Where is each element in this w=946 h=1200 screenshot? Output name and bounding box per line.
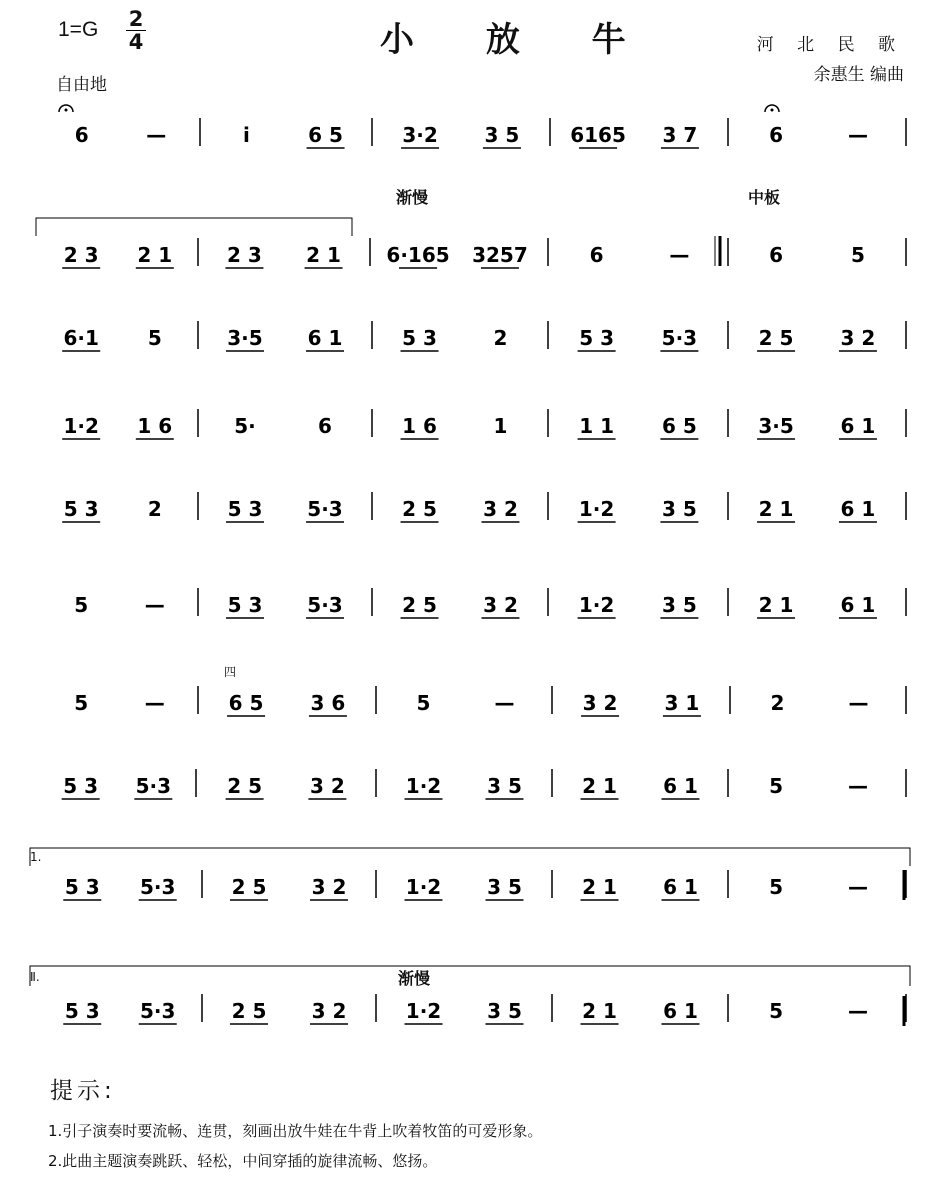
note-group: 3·5 [758,414,794,438]
note-group: — [847,999,868,1023]
note-group: — [144,593,165,617]
note-group: 5·3 [140,875,176,899]
note-group: 6 [769,243,784,267]
note-group: 2 [770,691,785,715]
note-group: 5 3 [227,593,263,617]
note-group: 5·3 [661,326,698,350]
note-group: 5 [74,593,89,617]
note-group: 6 [769,123,784,147]
volta-2-label: Ⅱ. [30,970,40,984]
note-group: 6 1 [840,593,876,617]
note-group: 6 5 [228,691,264,715]
note-group: 1·2 [405,875,442,899]
note-group: 1 1 [579,414,614,438]
note-group: 5 3 [64,875,100,899]
note-group: 5· [234,414,256,438]
meter-denominator: 4 [128,30,144,54]
tempo-marking-intro: 自由地 [56,75,107,95]
tempo-marking-slow-final: 渐慢 [398,969,431,988]
tip-item-2: 2.此曲主题演奏跳跃、轻松，中间穿插的旋律流畅、悠扬。 [48,1152,438,1170]
note-group: 3 5 [487,875,522,899]
note-group: 2 5 [231,999,267,1023]
volta-1-label: 1. [30,850,42,864]
arranger-credit: 余惠生 编曲 [813,65,904,85]
note-group: 2 1 [582,999,617,1023]
note-group: 3 2 [311,875,347,899]
note-group: — [146,123,167,147]
fermata-dot [771,109,774,112]
note-group: 6·1 [63,326,99,350]
note-group: 2 1 [137,243,173,267]
note-group: 3257 [472,243,528,267]
note-group: — [494,691,515,715]
note-group: 2 [493,326,508,350]
note-group: 5 3 [227,497,263,521]
note-group: 5 [74,691,89,715]
volta-2-bracket [30,966,910,986]
note-group: 5 [147,326,162,350]
note-group: 5·3 [135,774,172,798]
note-group: 3 2 [483,593,518,617]
note-group: 2 [147,497,162,521]
note-group: 2 1 [758,593,794,617]
note-group: 5 3 [63,774,99,798]
note-group: 2 1 [582,875,617,899]
note-group: 3 5 [487,999,522,1023]
note-group: 5 [769,774,784,798]
note-group: 2 5 [227,774,262,798]
tempo-marking-moderate: 中板 [748,188,781,207]
fingering-mark: 四 [224,665,237,679]
note-group: 6 [318,414,332,438]
note-group: 1 [493,414,508,438]
note-group: 1 6 [137,414,173,438]
note-group: 2 5 [402,497,437,521]
note-group: 6 1 [663,875,698,899]
note-group: 3 2 [311,999,347,1023]
note-group: 2 5 [758,326,794,350]
note-group: 3 2 [310,774,345,798]
note-group: 3 5 [487,774,522,798]
note-group: 6 1 [840,497,876,521]
meter-numerator: 2 [128,7,144,31]
note-group: 5 [850,243,865,267]
note-group: 6·165 [386,243,450,267]
note-group: 3 7 [662,123,698,147]
song-origin: 河 北 民 歌 [756,35,904,55]
note-group: 1·2 [405,774,442,798]
page-title: 小 放 牛 [380,20,656,60]
note-group: 3 6 [310,691,346,715]
note-group: 2 5 [231,875,267,899]
note-group: 5 [769,999,784,1023]
note-group: 1·2 [578,497,615,521]
note-group: 5 3 [579,326,614,350]
note-group: 1 6 [402,414,437,438]
note-group: 3·2 [402,123,438,147]
note-group: i [243,123,250,147]
note-group: 1·2 [405,999,442,1023]
note-group: 5 3 [64,999,100,1023]
note-group: 1·2 [63,414,99,438]
note-group: — [847,774,868,798]
note-group: 3 1 [664,691,700,715]
note-group: 3 2 [582,691,618,715]
note-group: 5 3 [63,497,99,521]
note-group: 3 5 [662,593,697,617]
note-group: — [669,243,690,267]
note-group: 5 3 [402,326,437,350]
note-group: — [144,691,165,715]
note-group: 5·3 [140,999,176,1023]
note-group: 2 5 [402,593,437,617]
note-group: 5·3 [307,497,343,521]
note-group: 2 3 [227,243,262,267]
note-group: 3 2 [483,497,518,521]
note-group: 3 5 [484,123,520,147]
key-signature: 1=G [58,18,99,41]
note-group: 6 [74,123,89,147]
note-group: 3 2 [840,326,876,350]
note-group: 2 1 [582,774,617,798]
note-group: 6 1 [307,326,343,350]
note-group: 2 1 [306,243,341,267]
note-group: — [847,875,868,899]
note-group: 2 3 [63,243,99,267]
tip-item-1: 1.引子演奏时要流畅、连贯，刻画出放牛娃在牛背上吹着牧笛的可爱形象。 [48,1122,543,1140]
note-group: 6 [589,243,604,267]
note-group: 6 1 [840,414,876,438]
fermata-dot [65,109,68,112]
intro-bracket [36,218,352,236]
note-group: 2 1 [758,497,794,521]
note-group: 6 5 [308,123,343,147]
note-group: 5 [416,691,431,715]
note-group: 6 5 [662,414,697,438]
volta-1-bracket [30,848,910,866]
note-group: 6165 [570,123,626,147]
note-group: 1·2 [578,593,615,617]
note-group: 6 1 [663,774,698,798]
tips-heading: 提示: [50,1078,116,1104]
note-group: 6 1 [663,999,698,1023]
note-group: 5 [769,875,784,899]
note-group: — [848,691,869,715]
note-group: 3 5 [662,497,697,521]
note-group: 5·3 [307,593,343,617]
tempo-marking-slow: 渐慢 [396,188,429,207]
note-group: 3·5 [227,326,263,350]
note-group: — [847,123,868,147]
